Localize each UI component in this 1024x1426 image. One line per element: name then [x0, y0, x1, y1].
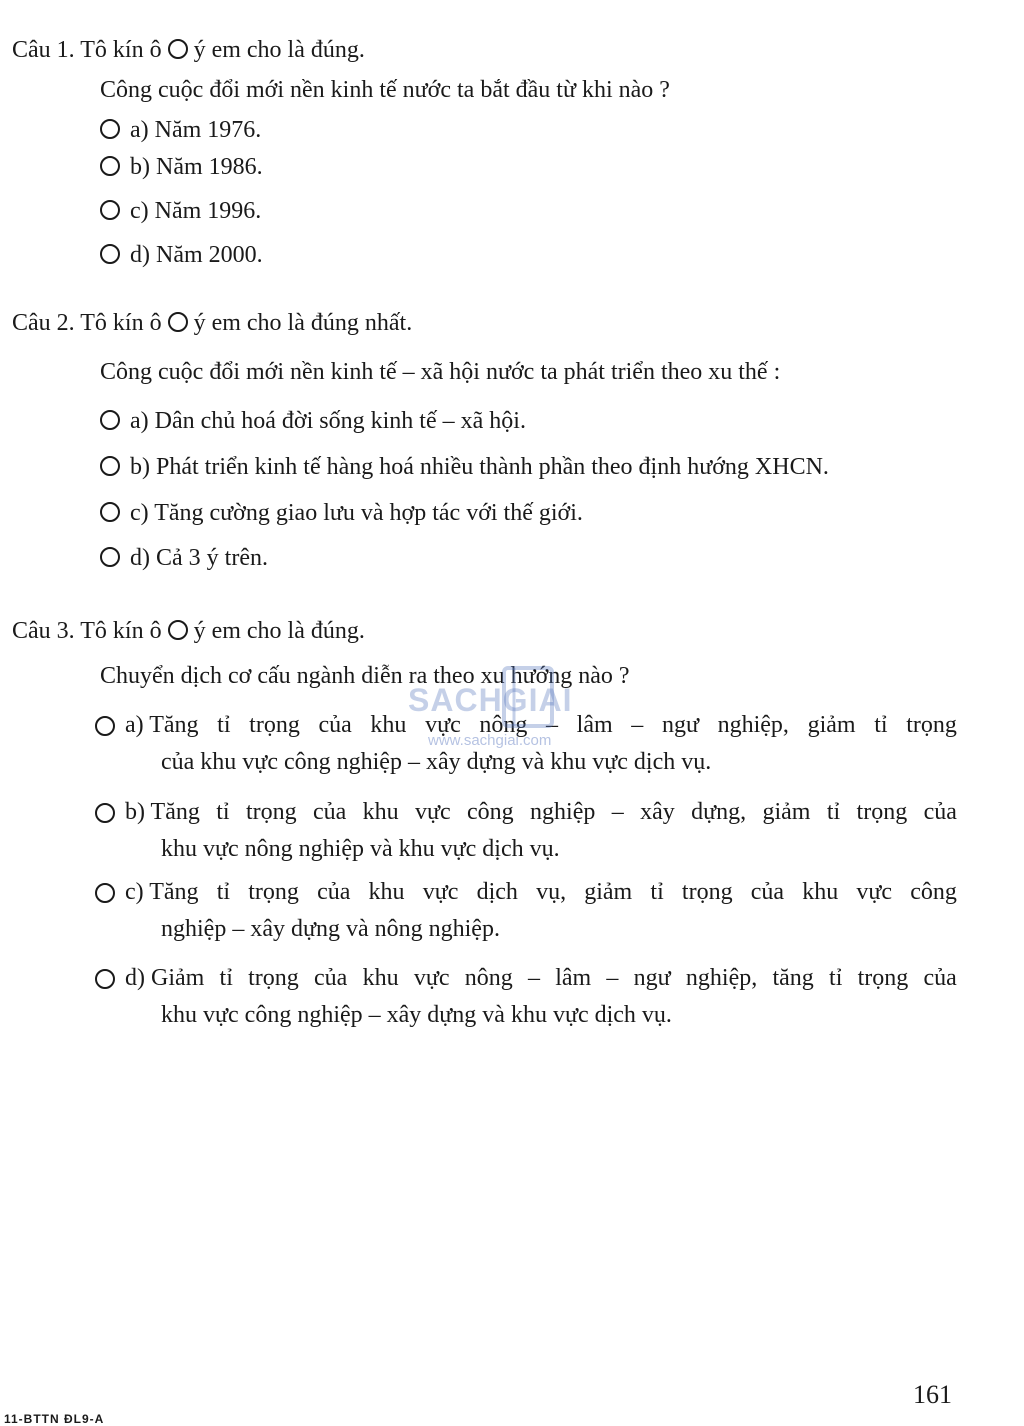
answer-bubble-icon[interactable]: [100, 502, 120, 522]
question-1-option-d[interactable]: d) Năm 2000.: [100, 240, 263, 270]
answer-bubble-icon[interactable]: [100, 119, 120, 139]
question-2-option-c[interactable]: c) Tăng cường giao lưu và hợp tác với thế giới.: [100, 498, 583, 528]
answer-bubble-icon[interactable]: [95, 969, 115, 989]
option-line-2: khu vực nông nghiệp và khu vực dịch vụ.: [161, 836, 560, 862]
page-number: 161: [913, 1380, 952, 1409]
option-line-2: nghiệp – xây dựng và nông nghiệp.: [161, 916, 500, 942]
question-3-option-a[interactable]: [95, 707, 957, 781]
watermark-url: www.sachgiai.com: [428, 732, 552, 749]
question-3-option-b[interactable]: [95, 794, 957, 868]
question-1-title: [12, 35, 365, 65]
question-3-option-d[interactable]: [95, 960, 957, 1034]
question-1-prompt: Công cuộc đổi mới nền kinh tế nước ta bắt đầu từ khi nào ?: [100, 77, 670, 103]
question-1-option-a[interactable]: a) Năm 1976.: [100, 115, 261, 145]
question-1-option-c[interactable]: c) Năm 1996.: [100, 196, 261, 226]
option-line-2: của khu vực công nghiệp – xây dựng và khu vực dịch vụ.: [161, 749, 712, 775]
question-3-title: [12, 616, 365, 646]
answer-bubble-icon[interactable]: [100, 547, 120, 567]
question-2-label: Câu 2.: [12, 310, 75, 336]
question-3-prompt: Chuyển dịch cơ cấu ngành diễn ra theo xu hướng nào ?: [100, 663, 630, 689]
circle-icon: [168, 620, 188, 640]
question-2-option-d[interactable]: d) Cả 3 ý trên.: [100, 543, 268, 573]
question-3-label: Câu 3.: [12, 618, 75, 644]
option-line-1: c) Tăng tỉ trọng của khu vực dịch vụ, giảm tỉ trọng của khu vực công: [95, 874, 957, 911]
answer-bubble-icon[interactable]: [95, 716, 115, 736]
answer-bubble-icon[interactable]: [95, 883, 115, 903]
answer-bubble-icon[interactable]: [100, 244, 120, 264]
question-1-label: Câu 1.: [12, 37, 75, 63]
option-line-1: d) Giảm tỉ trọng của khu vực nông – lâm – ngư nghiệp, tăng tỉ trọng của: [95, 960, 957, 997]
question-2-instruction-end: ý em cho là đúng nhất.: [193, 310, 413, 336]
option-line-1: b) Tăng tỉ trọng của khu vực công nghiệp – xây dựng, giảm tỉ trọng của: [95, 794, 957, 831]
question-3-instruction-end: ý em cho là đúng.: [193, 618, 365, 644]
question-2-option-a[interactable]: a) Dân chủ hoá đời sống kinh tế – xã hội.: [100, 406, 526, 436]
answer-bubble-icon[interactable]: [95, 803, 115, 823]
option-line-2: khu vực công nghiệp – xây dựng và khu vực dịch vụ.: [161, 1002, 672, 1028]
option-line-1: a) Tăng tỉ trọng của khu vực nông – lâm – ngư nghiệp, giảm tỉ trọng: [95, 707, 957, 744]
watermark-title: SACHGIAI: [408, 682, 573, 718]
question-2-prompt: Công cuộc đổi mới nền kinh tế – xã hội nước ta phát triển theo xu thế :: [100, 359, 781, 385]
answer-bubble-icon[interactable]: [100, 200, 120, 220]
circle-icon: [168, 39, 188, 59]
footer-code: 11-BTTN ĐL9-A: [4, 1412, 105, 1426]
question-1-option-b[interactable]: b) Năm 1986.: [100, 152, 263, 182]
question-3-option-c[interactable]: [95, 874, 957, 948]
question-2-instruction-start: Tô kín ô: [80, 310, 162, 336]
question-2-title: [12, 308, 412, 338]
question-1-instruction-end: ý em cho là đúng.: [193, 37, 365, 63]
circle-icon: [168, 312, 188, 332]
question-3-instruction-start: Tô kín ô: [80, 618, 162, 644]
answer-bubble-icon[interactable]: [100, 156, 120, 176]
answer-bubble-icon[interactable]: [100, 410, 120, 430]
question-2-option-b[interactable]: b) Phát triển kinh tế hàng hoá nhiều thành phần theo định hướng XHCN.: [100, 452, 829, 482]
question-1-instruction-start: Tô kín ô: [80, 37, 162, 63]
answer-bubble-icon[interactable]: [100, 456, 120, 476]
